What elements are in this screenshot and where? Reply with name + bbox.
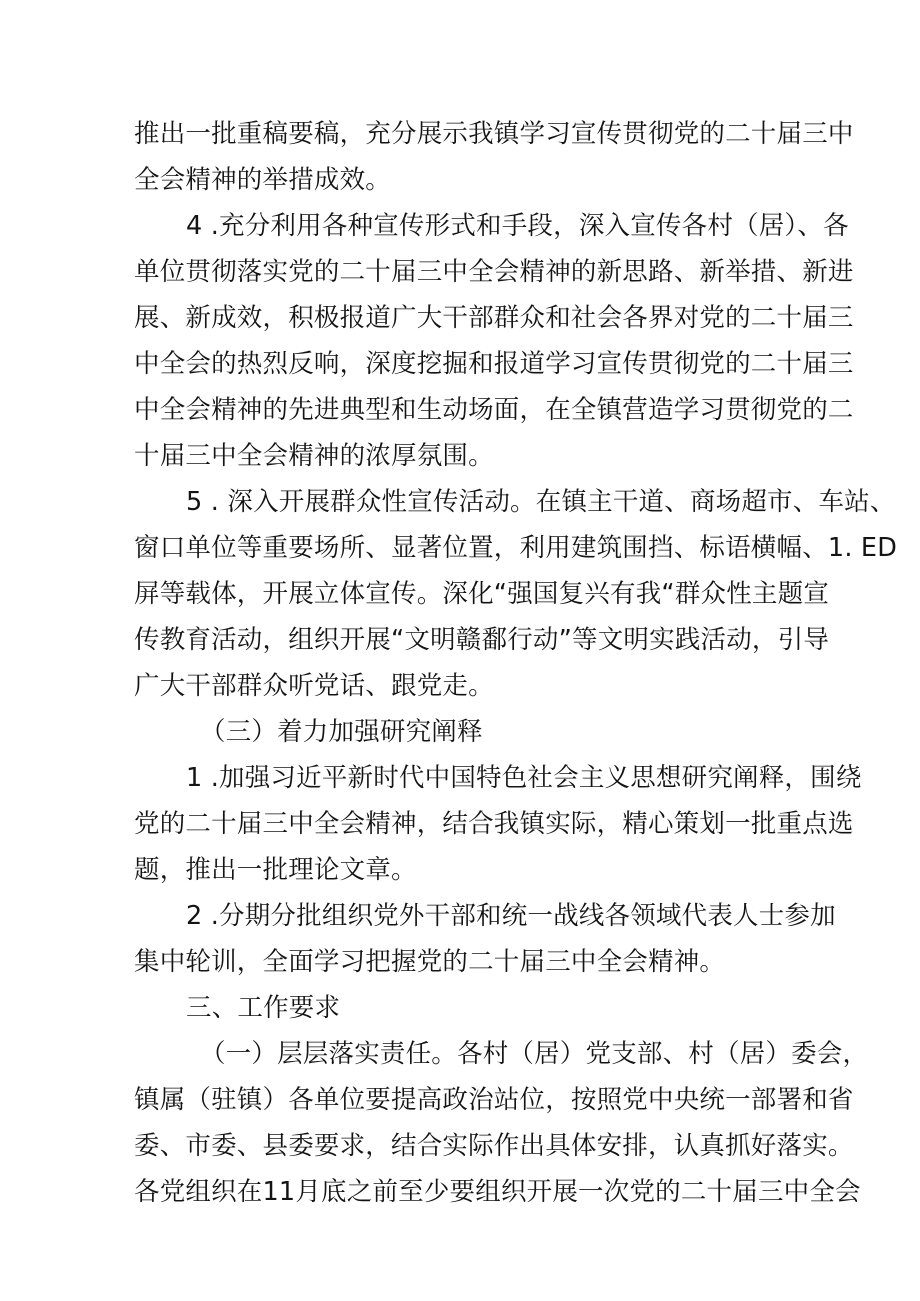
section-heading: （三）着力加强研究阐释 xyxy=(200,717,483,747)
text-line: 集中轮训，全面学习把握党的二十届三中全会精神。 xyxy=(134,947,726,977)
text-line: 委、市委、县委要求，结合实际作出具体安排，认真抓好落实。 xyxy=(134,1131,854,1161)
text-line: 单位贯彻落实党的二十届三中全会精神的新思路、新举措、新进 xyxy=(134,257,854,287)
text-line: 各党组织在11月底之前至少要组织开展一次党的二十届三中全会 xyxy=(134,1177,861,1207)
text-line: （一）层层落实责任。各村（居）党支部、村（居）委会， xyxy=(200,1039,869,1069)
section-heading: 三、工作要求 xyxy=(186,993,341,1023)
text-line: 屏等载体，开展立体宣传。深化“强国复兴有我“群众性主题宣 xyxy=(134,579,830,609)
text-line: 2 .分期分批组织党外干部和统一战线各领域代表人士参加 xyxy=(186,901,836,931)
text-line: 展、新成效，积极报道广大干部群众和社会各界对党的二十届三 xyxy=(134,303,854,333)
text-line: 题，推出一批理论文章。 xyxy=(134,855,417,885)
text-line: 5 . 深入开展群众性宣传活动。在镇主干道、商场超市、车站、 xyxy=(186,487,896,517)
text-line: 广大干部群众听党话、跟党走。 xyxy=(134,671,494,701)
text-line: 全会精神的举措成效。 xyxy=(134,165,392,195)
text-line: 中全会精神的先进典型和生动场面，在全镇营造学习贯彻党的二 xyxy=(134,395,854,425)
text-line: 十届三中全会精神的浓厚氛围。 xyxy=(134,441,494,471)
text-line: 推出一批重稿要稿，充分展示我镇学习宣传贯彻党的二十届三中 xyxy=(134,119,854,149)
text-line: 1 .加强习近平新时代中国特色社会主义思想研究阐释，围绕 xyxy=(186,763,862,793)
text-line: 传教育活动，组织开展“文明赣鄱行动”等文明实践活动，引导 xyxy=(134,625,830,655)
text-line: 镇属（驻镇）各单位要提高政治站位，按照党中央统一部署和省 xyxy=(134,1085,854,1115)
text-line: 党的二十届三中全会精神，结合我镇实际，精心策划一批重点选 xyxy=(134,809,854,839)
text-line: 窗口单位等重要场所、显著位置，利用建筑围挡、标语横幅、1. ED xyxy=(134,533,898,563)
text-line: 4 .充分利用各种宣传形式和手段，深入宣传各村（居）、各 xyxy=(186,211,849,241)
text-line: 中全会的热烈反响，深度挖掘和报道学习宣传贯彻党的二十届三 xyxy=(134,349,854,379)
